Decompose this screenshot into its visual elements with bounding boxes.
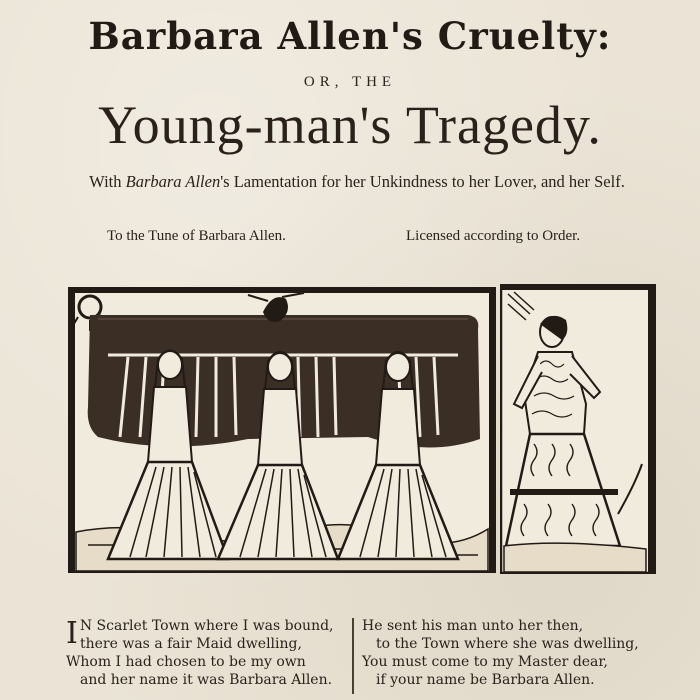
description-prefix: With — [89, 172, 126, 191]
description-name: Barbara Allen — [125, 172, 221, 191]
woodcut-barbara-allen — [500, 284, 656, 574]
verse-left-line-1: N Scarlet Town where I was bound, — [79, 618, 334, 634]
verse-left-line-3: Whom I had chosen to be my own — [66, 654, 306, 670]
verse-left-line-4: and her name it was Barbara Allen. — [80, 672, 333, 688]
license-note: Licensed according to Order. — [406, 228, 581, 244]
verse-right-line-2: to the Town where she was dwelling, — [376, 636, 639, 652]
ballad-title: Barbara Allen's Cruelty: — [88, 14, 612, 58]
verse-right-line-4: if your name be Barbara Allen. — [376, 672, 595, 688]
verse-dropcap: I — [66, 616, 78, 651]
or-line: OR, THE — [303, 74, 397, 90]
ballad-description — [62, 172, 652, 192]
tune-note: To the Tune of Barbara Allen. — [107, 228, 286, 244]
verse-left-column — [66, 617, 334, 689]
ballad-subtitle: Young-man's Tragedy. — [98, 95, 602, 155]
description-rest: 's Lamentation for her Unkindness to her Lover, and her Self. — [220, 172, 625, 191]
woodcut-funeral-procession — [68, 287, 496, 573]
verse-left-line-2: there was a fair Maid dwelling, — [80, 636, 302, 652]
verse-right-line-3: You must come to my Master dear, — [362, 654, 609, 670]
verse-right-column — [362, 617, 639, 689]
verse-right-line-1: He sent his man unto her then, — [362, 618, 584, 634]
column-divider — [352, 618, 354, 694]
